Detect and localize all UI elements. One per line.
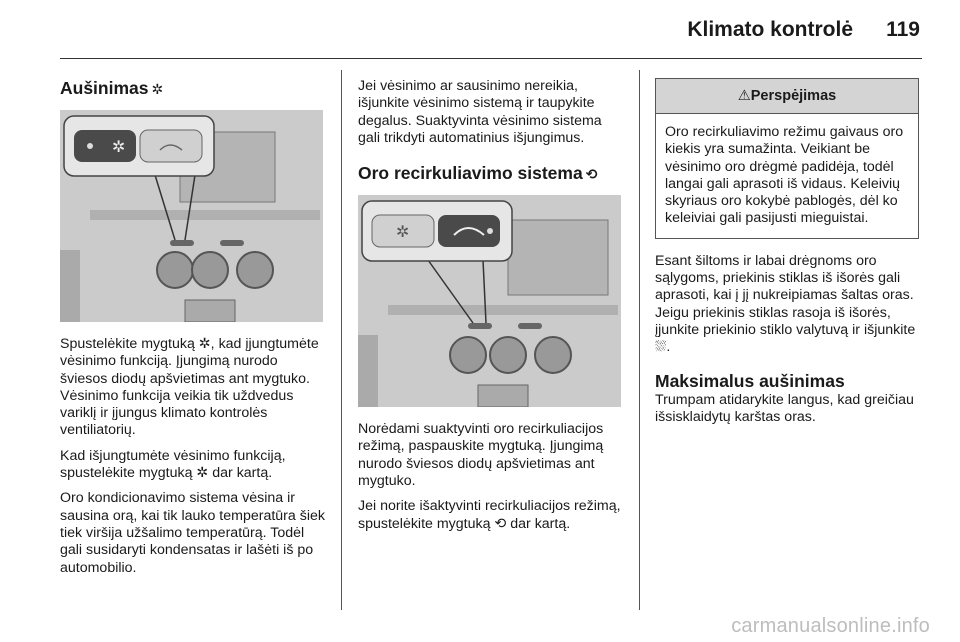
snowflake-icon: ✲ (151, 81, 164, 97)
snowflake-icon: ✲ (396, 222, 410, 242)
figure-recirculation-button (358, 195, 621, 407)
warning-triangle-icon: ⚠ (737, 88, 751, 104)
watermark: carmanualsonline.info (731, 615, 930, 637)
snowflake-icon: ✲ (112, 137, 126, 156)
paragraph: Norėdami suaktyvinti oro recirkuliacijos režimą, paspauskite mygtuką. Įjungimą nurodo šviesos diodų apšvietimas ant mygtuko. (358, 421, 604, 490)
page-title: Klimato kontrolė (687, 18, 853, 41)
section-heading-max-cooling: Maksimalus aušinimas (655, 370, 845, 391)
paragraph: Jei vėsinimo ar sausinimo nereikia, išjunkite vėsinimo sistemą ir taupykite degalus. Suaktyvinta vėsinimo sistema gali trikdyti automatinius išjungimus. (358, 78, 602, 146)
section-heading-cooling: Aušinimas ✲ (60, 78, 164, 98)
recirculation-icon: ⟲ (585, 166, 598, 183)
warning-box (655, 78, 919, 239)
paragraph: Kad išjungtumėte vėsinimo funkciją, spustelėkite mygtuką ✲ dar kartą. (60, 447, 286, 482)
page-header (0, 0, 960, 60)
section-heading-recirculation: Oro recirkuliavimo sistema ⟲ (358, 163, 598, 184)
column-divider-1 (341, 70, 342, 610)
page-number: 119 (886, 18, 920, 41)
column-3 (655, 78, 920, 434)
warning-title: Perspėjimas (750, 88, 837, 104)
paragraph: Oro kondicionavimo sistema vėsina ir sausina orą, kai tik lauko temperatūra šiek tiek viršija užšalimo temperatūrą. Todėl gali susidaryti kondensatas ir lašėti iš po automobilio. (60, 490, 325, 576)
paragraph: Trumpam atidarykite langus, kad greičiau išsisklaidytų karštas oras. (655, 391, 914, 425)
header-rule (60, 58, 922, 59)
paragraph: Spustelėkite mygtuką ✲, kad įjungtumėte vėsinimo funkciją. Įjungimą nurodo šviesos diodų apšvietimas ant mygtuko. Vėsinimo funkcija veikia tik uždvedus variklį ir įjungus klimato kontrolės ventiliatorių. (60, 336, 319, 439)
paragraph: Esant šiltoms ir labai drėgnoms oro sąlygoms, priekinis stiklas iš išorės gali aprasoti, kai į jį nukreipiamas šaltas oras. Jeigu priekinis stiklas rasoja iš išorės, įjunkite priekinio stiklo valytuvą ir išjunkite ⛆. (655, 252, 916, 356)
figure-ac-button (60, 110, 323, 322)
column-1 (60, 78, 325, 585)
column-2 (358, 78, 623, 541)
warning-text: Oro recirkuliavimo režimu gaivaus oro kiekis yra sumažinta. Veikiant be vėsinimo oro drėgmė padidėja, todėl langai gali aprasoti iš vidaus. Keleivių skyriaus oro kokybė pablogės, dėl ko keleiviai gali pasijusti mieguistai. (665, 124, 904, 227)
column-divider-2 (639, 70, 640, 610)
paragraph: Jei norite išaktyvinti recirkuliacijos režimą, spustelėkite mygtuką ⟲ dar kartą. (358, 498, 621, 532)
warning-header (656, 79, 918, 114)
